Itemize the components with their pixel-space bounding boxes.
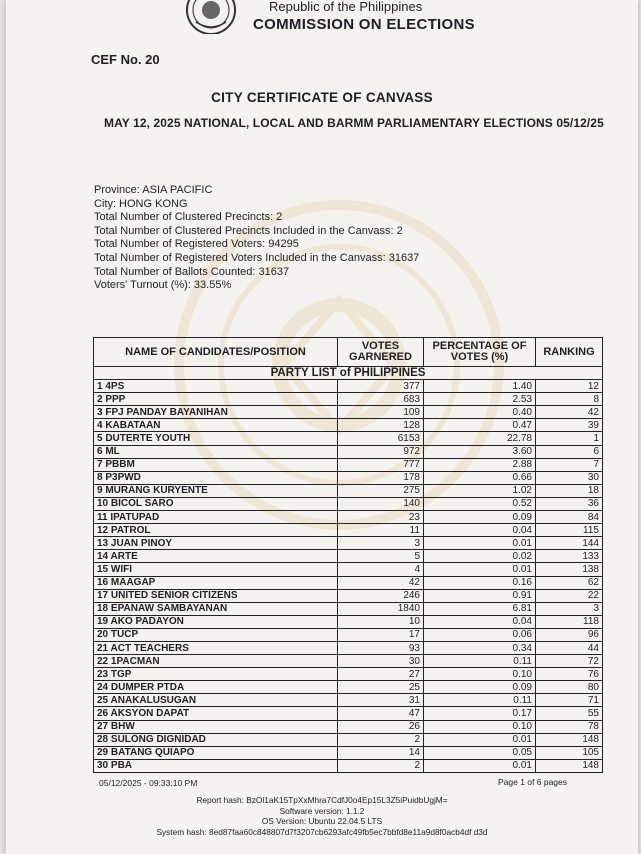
ranking-cell: 12 [536, 380, 603, 393]
percentage-cell: 22.78 [424, 432, 536, 445]
header-name: NAME OF CANDIDATES/POSITION [94, 338, 338, 367]
candidate-name: 14 ARTE [94, 550, 338, 563]
candidate-name: 24 DUMPER PTDA [94, 681, 338, 694]
table-row [94, 393, 603, 406]
table-row [94, 406, 603, 419]
info-turnout: Voters' Turnout (%): 33.55% [94, 279, 232, 292]
percentage-cell: 0.17 [424, 707, 536, 720]
table-row [94, 694, 603, 707]
candidate-name: 15 WIFI [94, 563, 338, 576]
candidate-name: 10 BICOL SARO [94, 497, 338, 510]
votes-cell: 31 [338, 694, 424, 707]
percentage-cell: 0.06 [424, 628, 536, 641]
percentage-cell: 6.81 [424, 602, 536, 615]
ranking-cell: 42 [536, 406, 603, 419]
ranking-cell: 3 [536, 602, 603, 615]
votes-cell: 2 [338, 733, 424, 746]
ranking-cell: 8 [536, 393, 603, 406]
votes-cell: 178 [338, 471, 424, 484]
votes-cell: 972 [338, 445, 424, 458]
ranking-cell: 115 [536, 524, 603, 537]
votes-cell: 17 [338, 628, 424, 641]
table-row [94, 602, 603, 615]
info-voters-included: Total Number of Registered Voters Included in the Canvass: 31637 [94, 251, 420, 264]
results-table [93, 337, 603, 773]
candidate-name: 7 PBBM [94, 458, 338, 471]
info-clustered-precincts: Total Number of Clustered Precincts: 2 [94, 211, 283, 224]
table-row [94, 641, 603, 654]
table-row [94, 537, 603, 550]
ranking-cell: 78 [536, 720, 603, 733]
table-row [94, 733, 603, 746]
percentage-cell: 1.02 [424, 484, 536, 497]
votes-cell: 275 [338, 484, 424, 497]
ranking-cell: 144 [536, 537, 603, 550]
table-row [94, 471, 603, 484]
table-row [94, 550, 603, 563]
candidate-name: 1 4PS [94, 380, 338, 393]
votes-cell: 140 [338, 497, 424, 510]
info-ballots-counted: Total Number of Ballots Counted: 31637 [94, 265, 290, 278]
percentage-cell: 0.11 [424, 694, 536, 707]
footer-hashes [6, 795, 638, 837]
candidate-name: 3 FPJ PANDAY BAYANIHAN [94, 406, 338, 419]
table-row [94, 668, 603, 681]
percentage-cell: 0.10 [424, 720, 536, 733]
candidate-name: 13 JUAN PINOY [94, 537, 338, 550]
table-row [94, 432, 603, 445]
ranking-cell: 71 [536, 694, 603, 707]
document-title: CITY CERTIFICATE OF CANVASS [211, 90, 433, 105]
percentage-cell: 0.04 [424, 615, 536, 628]
candidate-name: 17 UNITED SENIOR CITIZENS [94, 589, 338, 602]
table-row [94, 681, 603, 694]
ranking-cell: 133 [536, 550, 603, 563]
ranking-cell: 44 [536, 641, 603, 654]
votes-cell: 128 [338, 419, 424, 432]
votes-cell: 1840 [338, 602, 424, 615]
percentage-cell: 0.01 [424, 537, 536, 550]
table-row [94, 576, 603, 589]
ranking-cell: 105 [536, 746, 603, 759]
candidate-name: 18 EPANAW SAMBAYANAN [94, 602, 338, 615]
header-ranking: RANKING [536, 338, 603, 367]
table-row [94, 563, 603, 576]
votes-cell: 14 [338, 746, 424, 759]
candidate-name: 27 BHW [94, 720, 338, 733]
votes-cell: 11 [338, 524, 424, 537]
candidate-name: 30 PBA [94, 759, 338, 772]
ranking-cell: 80 [536, 681, 603, 694]
table-row [94, 746, 603, 759]
percentage-cell: 0.09 [424, 681, 536, 694]
candidate-name: 25 ANAKALUSUGAN [94, 694, 338, 707]
candidate-name: 4 KABATAAN [94, 419, 338, 432]
info-registered-voters: Total Number of Registered Voters: 94295 [94, 238, 299, 251]
percentage-cell: 0.09 [424, 511, 536, 524]
table-row [94, 589, 603, 602]
commission-heading: COMMISSION ON ELECTIONS [253, 16, 475, 33]
election-subtitle: MAY 12, 2025 NATIONAL, LOCAL AND BARMM PARLIAMENTARY ELECTIONS 05/12/25 [104, 116, 604, 130]
table-row [94, 759, 603, 772]
percentage-cell: 0.04 [424, 524, 536, 537]
section-title: PARTY LIST of PHILIPPINES [94, 367, 603, 380]
table-row [94, 419, 603, 432]
percentage-cell: 0.66 [424, 471, 536, 484]
candidate-name: 23 TGP [94, 668, 338, 681]
republic-heading: Republic of the Philippines [269, 0, 423, 14]
ranking-cell: 18 [536, 484, 603, 497]
table-header-row [94, 338, 603, 367]
votes-cell: 109 [338, 406, 424, 419]
percentage-cell: 0.10 [424, 668, 536, 681]
votes-cell: 3 [338, 537, 424, 550]
votes-cell: 26 [338, 720, 424, 733]
ranking-cell: 7 [536, 458, 603, 471]
table-row [94, 380, 603, 393]
system-hash: System hash: 8ed87faa60c848807d7f3207cb6293afc49fb5ec7bbfd8e11a9d8f0acb4df d3d [156, 826, 488, 837]
table-row [94, 524, 603, 537]
candidate-name: 28 SULONG DIGNIDAD [94, 733, 338, 746]
votes-cell: 2 [338, 759, 424, 772]
header-percentage: PERCENTAGE OF VOTES (%) [424, 338, 536, 367]
ranking-cell: 55 [536, 707, 603, 720]
percentage-cell: 0.52 [424, 497, 536, 510]
votes-cell: 6153 [338, 432, 424, 445]
candidate-name: 9 MURANG KURYENTE [94, 484, 338, 497]
votes-cell: 377 [338, 380, 424, 393]
candidate-name: 20 TUCP [94, 628, 338, 641]
table-row [94, 445, 603, 458]
canvass-info [94, 184, 419, 293]
candidate-name: 8 P3PWD [94, 471, 338, 484]
percentage-cell: 0.11 [424, 655, 536, 668]
candidate-name: 26 AKSYON DAPAT [94, 707, 338, 720]
percentage-cell: 0.91 [424, 589, 536, 602]
percentage-cell: 2.53 [424, 393, 536, 406]
candidate-name: 19 AKO PADAYON [94, 615, 338, 628]
candidate-name: 5 DUTERTE YOUTH [94, 432, 338, 445]
percentage-cell: 3.60 [424, 445, 536, 458]
ranking-cell: 36 [536, 497, 603, 510]
percentage-cell: 0.01 [424, 759, 536, 772]
ranking-cell: 96 [536, 628, 603, 641]
candidate-name: 29 BATANG QUIAPO [94, 746, 338, 759]
ranking-cell: 22 [536, 589, 603, 602]
votes-cell: 25 [338, 681, 424, 694]
document-page [6, 0, 638, 854]
ranking-cell: 148 [536, 733, 603, 746]
section-row [94, 367, 603, 380]
page-indicator: Page 1 of 6 pages [498, 777, 568, 787]
ranking-cell: 148 [536, 759, 603, 772]
candidate-name: 12 PATROL [94, 524, 338, 537]
candidate-name: 22 1PACMAN [94, 655, 338, 668]
os-version: OS Version: Ubuntu 22.04.5 LTS [261, 816, 383, 827]
candidate-name: 11 IPATUPAD [94, 511, 338, 524]
print-timestamp: 05/12/2025 - 09:33:10 PM [99, 778, 198, 788]
ranking-cell: 118 [536, 615, 603, 628]
ranking-cell: 72 [536, 655, 603, 668]
ranking-cell: 76 [536, 668, 603, 681]
percentage-cell: 0.05 [424, 746, 536, 759]
votes-cell: 5 [338, 550, 424, 563]
report-hash: Report hash: BzOl1aK15TpXxMhra7CdfJ0o4Ep15L3Z5iPuidbUgjM= [196, 795, 448, 805]
ranking-cell: 1 [536, 432, 603, 445]
ranking-cell: 6 [536, 445, 603, 458]
table-row [94, 615, 603, 628]
info-province: Province: ASIA PACIFIC [94, 184, 213, 196]
percentage-cell: 0.40 [424, 406, 536, 419]
votes-cell: 47 [338, 707, 424, 720]
votes-cell: 30 [338, 655, 424, 668]
comelec-seal-icon [182, 0, 240, 34]
table-row [94, 720, 603, 733]
table-row [94, 497, 603, 510]
table-row [94, 458, 603, 471]
ranking-cell: 39 [536, 419, 603, 432]
percentage-cell: 1.40 [424, 380, 536, 393]
percentage-cell: 0.16 [424, 576, 536, 589]
percentage-cell: 0.34 [424, 641, 536, 654]
votes-cell: 93 [338, 641, 424, 654]
percentage-cell: 0.02 [424, 550, 536, 563]
table-row [94, 655, 603, 668]
ranking-cell: 84 [536, 511, 603, 524]
votes-cell: 10 [338, 615, 424, 628]
votes-cell: 4 [338, 563, 424, 576]
votes-cell: 246 [338, 589, 424, 602]
ranking-cell: 30 [536, 471, 603, 484]
software-version: Software version: 1.1.2 [279, 805, 365, 816]
candidate-name: 21 ACT TEACHERS [94, 641, 338, 654]
table-row [94, 484, 603, 497]
percentage-cell: 0.01 [424, 563, 536, 576]
votes-cell: 777 [338, 458, 424, 471]
table-row [94, 707, 603, 720]
votes-cell: 27 [338, 668, 424, 681]
percentage-cell: 0.47 [424, 419, 536, 432]
candidate-name: 2 PPP [94, 393, 338, 406]
votes-cell: 683 [338, 393, 424, 406]
candidate-name: 6 ML [94, 445, 338, 458]
votes-cell: 42 [338, 576, 424, 589]
info-city: City: HONG KONG [94, 197, 188, 210]
percentage-cell: 0.01 [424, 733, 536, 746]
info-precincts-included: Total Number of Clustered Precincts Included in the Canvass: 2 [94, 224, 403, 237]
form-number: CEF No. 20 [91, 52, 160, 67]
votes-cell: 23 [338, 511, 424, 524]
percentage-cell: 2.88 [424, 458, 536, 471]
candidate-name: 16 MAAGAP [94, 576, 338, 589]
ranking-cell: 62 [536, 576, 603, 589]
header-votes: VOTES GARNERED [338, 338, 424, 367]
ranking-cell: 138 [536, 563, 603, 576]
table-row [94, 511, 603, 524]
table-row [94, 628, 603, 641]
